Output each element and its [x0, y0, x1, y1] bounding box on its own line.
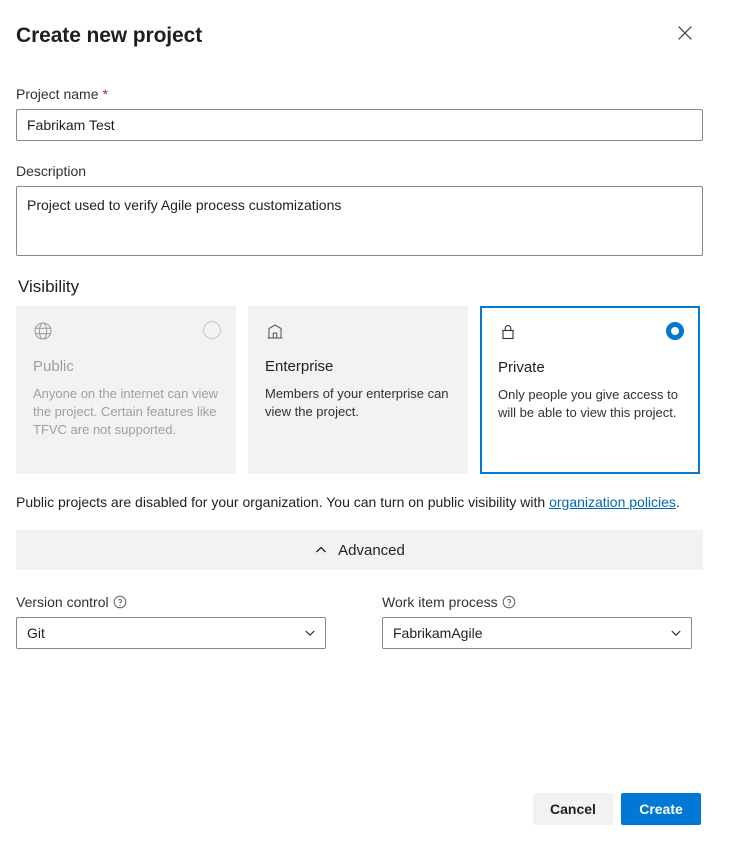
page-title: Create new project: [16, 24, 203, 47]
visibility-option-enterprise[interactable]: [248, 306, 468, 474]
create-button[interactable]: Create: [621, 793, 701, 825]
close-button[interactable]: [669, 18, 701, 50]
project-name-input[interactable]: [16, 109, 703, 141]
visibility-heading: Visibility: [18, 277, 80, 296]
visibility-option-public-description: Anyone on the internet can view the project. Certain features like TFVC are not supported.: [33, 386, 219, 437]
visibility-option-public-name: Public: [33, 358, 74, 375]
dialog-footer: [533, 793, 701, 825]
cancel-button[interactable]: Cancel: [533, 793, 613, 825]
visibility-option-private-description: Only people you give access to will be able to view this project.: [498, 387, 678, 420]
description-label: Description: [16, 163, 87, 179]
visibility-options: [16, 306, 701, 474]
visibility-radio-private[interactable]: [666, 322, 684, 340]
version-control-value: Git: [27, 625, 45, 641]
public-projects-note-text: Public projects are disabled for your organization. You can turn on public visibility with: [16, 494, 550, 510]
chevron-up-icon: [314, 543, 328, 557]
project-form: [16, 84, 701, 649]
public-projects-note-suffix: .: [675, 494, 680, 510]
info-icon[interactable]: [113, 595, 127, 609]
work-item-process-group: [382, 592, 692, 649]
version-control-select[interactable]: [16, 617, 326, 649]
work-item-process-value: FabrikamAgile: [393, 625, 483, 641]
visibility-option-enterprise-name: Enterprise: [265, 358, 334, 375]
version-control-select-wrap: [16, 617, 326, 649]
project-name-label: Project name *: [16, 86, 108, 102]
version-control-label: Version control: [16, 592, 326, 612]
visibility-option-public: [16, 306, 236, 474]
required-asterisk: *: [102, 86, 108, 102]
dialog-header: [16, 16, 701, 50]
visibility-option-private[interactable]: [480, 306, 700, 474]
info-icon[interactable]: [502, 595, 516, 609]
lock-icon: [498, 322, 682, 344]
advanced-section: [16, 592, 701, 649]
close-icon: [677, 25, 693, 44]
building-icon: [265, 321, 451, 343]
project-name-field-group: [16, 84, 701, 141]
visibility-radio-public: [203, 321, 221, 339]
visibility-option-enterprise-description: Members of your enterprise can view the project.: [265, 386, 449, 419]
advanced-toggle[interactable]: [16, 530, 703, 570]
description-input[interactable]: [16, 186, 703, 256]
globe-icon: [33, 321, 219, 343]
work-item-process-select-wrap: [382, 617, 692, 649]
visibility-option-private-name: Private: [498, 359, 545, 376]
advanced-label: Advanced: [338, 541, 405, 559]
work-item-process-select[interactable]: [382, 617, 692, 649]
work-item-process-label: Work item process: [382, 592, 692, 612]
description-field-group: [16, 161, 701, 256]
public-projects-note: [16, 492, 696, 512]
organization-policies-link[interactable]: organization policies: [549, 494, 676, 510]
version-control-group: [16, 592, 326, 649]
